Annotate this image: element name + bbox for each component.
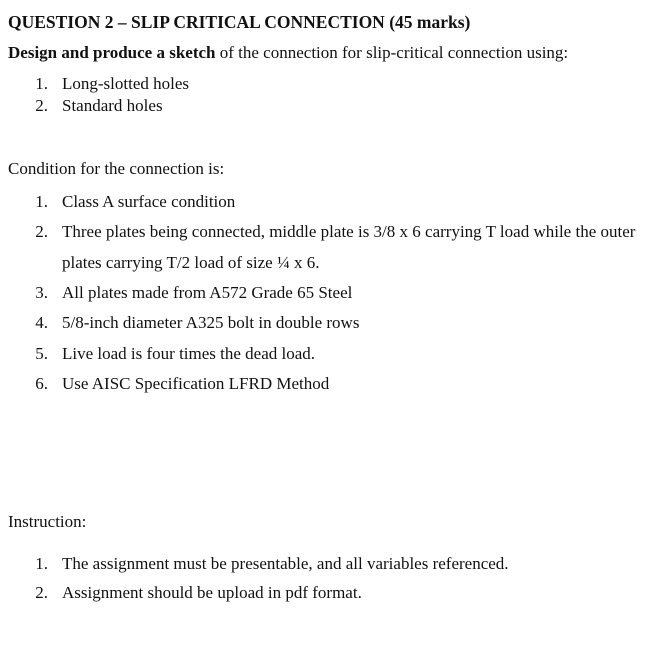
list-item-number: 4. (35, 313, 48, 332)
conditions-heading: Condition for the connection is: (8, 159, 225, 178)
list-item-number: 2. (35, 583, 48, 602)
list-item-text: Standard holes (62, 96, 163, 115)
intro-rest-text: of the connection for slip-critical connection using: (215, 43, 569, 62)
list-item-text: Assignment should be upload in pdf format. (62, 583, 362, 602)
list-item-text: Long-slotted holes (62, 74, 190, 93)
list-item-number: 3. (35, 283, 48, 302)
intro-bold-text: Design and produce a sketch (8, 43, 216, 62)
instruction-heading: Instruction: (8, 512, 87, 531)
list-item-text: Three plates being connected, middle plate is 3/8 x 6 carrying T load while the outer (62, 222, 636, 241)
list-item-text: Use AISC Specification LFRD Method (62, 374, 330, 393)
list-item-number: 2. (35, 222, 48, 241)
list-item-number: 6. (35, 374, 48, 393)
list-item-text: Class A surface condition (62, 192, 236, 211)
list-item-text: The assignment must be presentable, and all variables referenced. (62, 554, 509, 573)
list-item-number: 1. (35, 74, 48, 93)
question-intro (8, 43, 568, 63)
list-item-number: 1. (35, 192, 48, 211)
list-item-text: All plates made from A572 Grade 65 Steel (62, 283, 353, 302)
question-title: QUESTION 2 – SLIP CRITICAL CONNECTION (45 marks) (8, 12, 471, 32)
list-item-continuation: plates carrying T/2 load of size ¼ x 6. (62, 253, 320, 272)
list-item-number: 1. (35, 554, 48, 573)
list-item-text: 5/8-inch diameter A325 bolt in double rows (62, 313, 360, 332)
list-item-text: Live load is four times the dead load. (62, 344, 316, 363)
list-item-number: 2. (35, 96, 48, 115)
list-item-number: 5. (35, 344, 48, 363)
